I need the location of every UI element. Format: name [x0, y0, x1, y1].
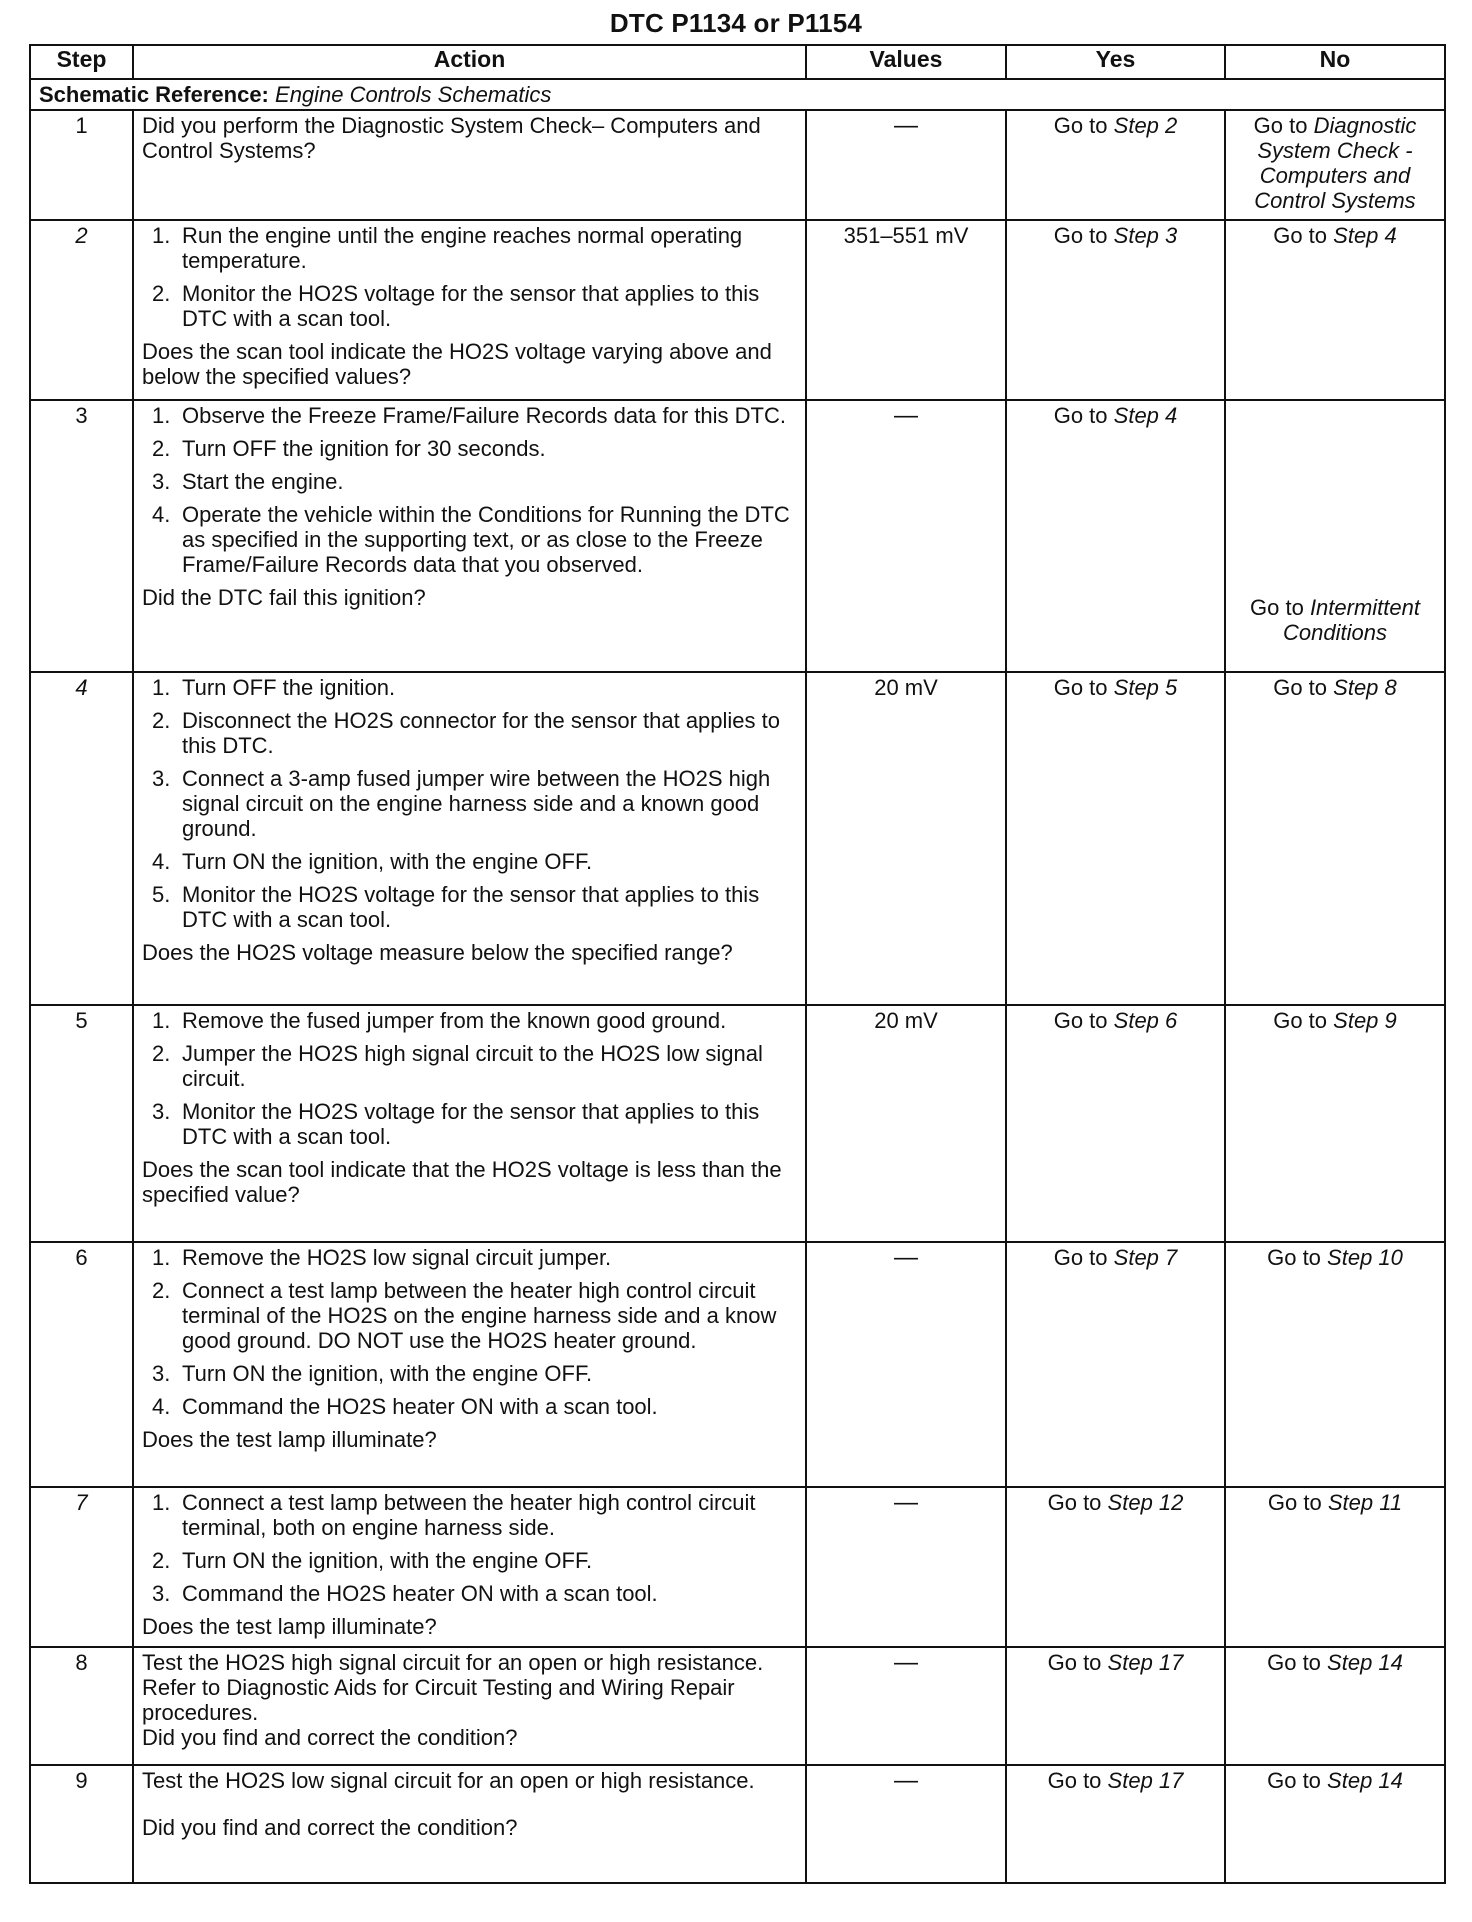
yes-target-link[interactable]: Step 17	[1107, 1650, 1184, 1675]
step-number: 3	[30, 400, 133, 672]
table-row	[30, 1487, 1445, 1647]
list-item-number: 3.	[152, 469, 171, 494]
no-target-link[interactable]: Step 8	[1333, 675, 1397, 700]
action-cell	[133, 110, 806, 220]
value-cell: —	[806, 1242, 1006, 1487]
list-item	[142, 675, 797, 700]
list-item-text: Remove the HO2S low signal circuit jumper.	[182, 1245, 612, 1270]
yes-cell[interactable]	[1006, 1242, 1225, 1487]
list-item-number: 1.	[152, 675, 171, 700]
list-item-number: 4.	[152, 502, 171, 527]
yes-cell[interactable]	[1006, 1765, 1225, 1883]
list-item-text: Operate the vehicle within the Conditions for Running the DTC as specified in the supporting text, or as close to the Freeze Frame/Failure Records data that you observed.	[182, 502, 790, 577]
no-prefix: Go to	[1267, 1768, 1321, 1793]
schematic-reference	[30, 79, 1445, 110]
list-item	[142, 1245, 797, 1270]
value-cell: 351–551 mV	[806, 220, 1006, 400]
no-cell[interactable]	[1225, 1242, 1445, 1487]
action-question: Does the test lamp illuminate?	[142, 1427, 437, 1452]
step-number: 8	[30, 1647, 133, 1765]
action-cell	[133, 1005, 806, 1242]
no-target-link[interactable]: Step 14	[1327, 1650, 1403, 1675]
yes-cell[interactable]	[1006, 1487, 1225, 1647]
list-item-number: 3.	[152, 1581, 171, 1606]
list-item-text: Connect a test lamp between the heater high control circuit terminal of the HO2S on the engine harness side and a know good ground. DO NOT use the HO2S heater ground.	[182, 1278, 777, 1353]
action-question: Does the HO2S voltage measure below the specified range?	[142, 940, 733, 965]
no-prefix: Go to	[1273, 675, 1328, 700]
no-prefix: Go to	[1273, 223, 1328, 248]
no-target-link[interactable]: Diagnostic System Check - Computers and Control Systems	[1254, 113, 1417, 213]
no-cell[interactable]	[1225, 400, 1445, 672]
action-intro: Test the HO2S low signal circuit for an open or high resistance.	[142, 1768, 755, 1793]
yes-cell[interactable]	[1006, 672, 1225, 1005]
list-item	[142, 1278, 797, 1353]
list-item-number: 1.	[152, 1245, 171, 1270]
list-item	[142, 1394, 797, 1419]
step-number: 9	[30, 1765, 133, 1883]
value-cell: —	[806, 400, 1006, 672]
list-item-number: 2.	[152, 436, 171, 461]
list-item	[142, 1008, 797, 1033]
action-steps	[142, 1008, 797, 1149]
list-item	[142, 281, 797, 331]
yes-cell[interactable]	[1006, 400, 1225, 672]
yes-cell[interactable]	[1006, 1647, 1225, 1765]
list-item-number: 1.	[152, 1008, 171, 1033]
page-title: DTC P1134 or P1154	[609, 8, 863, 38]
list-item-text: Monitor the HO2S voltage for the sensor that applies to this DTC with a scan tool.	[182, 882, 760, 932]
list-item	[142, 849, 797, 874]
list-item-text: Disconnect the HO2S connector for the sensor that applies to this DTC.	[182, 708, 780, 758]
list-item-text: Monitor the HO2S voltage for the sensor that applies to this DTC with a scan tool.	[182, 1099, 760, 1149]
no-cell[interactable]	[1225, 220, 1445, 400]
list-item	[142, 436, 797, 461]
no-target-link[interactable]: Step 11	[1327, 1490, 1403, 1515]
list-item-text: Connect a 3-amp fused jumper wire between the HO2S high signal circuit on the engine harness side and a known good ground.	[182, 766, 771, 841]
col-header-no: No	[1225, 45, 1445, 79]
value-cell: —	[806, 1765, 1006, 1883]
dtc-table	[29, 44, 1446, 1884]
table-row	[30, 1005, 1445, 1242]
no-cell[interactable]	[1225, 1647, 1445, 1765]
list-item	[142, 766, 797, 841]
yes-cell[interactable]	[1006, 1005, 1225, 1242]
schematic-reference-row	[30, 79, 1445, 110]
list-item-text: Observe the Freeze Frame/Failure Records data for this DTC.	[182, 403, 786, 428]
list-item-text: Remove the fused jumper from the known good ground.	[182, 1008, 727, 1033]
step-number: 4	[30, 672, 133, 1005]
list-item	[142, 1041, 797, 1091]
yes-target-link[interactable]: Step 5	[1113, 675, 1178, 700]
no-cell[interactable]	[1225, 672, 1445, 1005]
col-header-action: Action	[133, 45, 806, 79]
yes-prefix: Go to	[1047, 1650, 1102, 1675]
yes-prefix: Go to	[1053, 403, 1108, 428]
yes-cell[interactable]	[1006, 220, 1225, 400]
no-cell[interactable]	[1225, 1487, 1445, 1647]
yes-prefix: Go to	[1047, 1768, 1102, 1793]
action-question: Did you perform the Diagnostic System Check– Computers and Control Systems?	[142, 113, 761, 163]
col-header-values: Values	[806, 45, 1006, 79]
list-item-number: 2.	[152, 281, 171, 306]
list-item-text: Turn ON the ignition, with the engine OFF.	[182, 1361, 593, 1386]
list-item-text: Jumper the HO2S high signal circuit to the HO2S low signal circuit.	[182, 1041, 763, 1091]
schematic-link: Engine Controls Schematics	[275, 82, 552, 107]
yes-target-link[interactable]: Step 12	[1107, 1490, 1184, 1515]
no-target-link[interactable]: Step 9	[1333, 1008, 1397, 1033]
no-prefix: Go to	[1273, 1008, 1328, 1033]
yes-target-link[interactable]: Step 17	[1107, 1768, 1184, 1793]
col-header-step: Step	[30, 45, 133, 79]
list-item-number: 3.	[152, 766, 171, 791]
action-question: Did the DTC fail this ignition?	[142, 585, 426, 610]
list-item	[142, 1581, 797, 1606]
value-cell: 20 mV	[806, 1005, 1006, 1242]
list-item-number: 2.	[152, 1041, 171, 1066]
action-question: Did you find and correct the condition?	[142, 1725, 518, 1750]
list-item-text: Run the engine until the engine reaches normal operating temperature.	[182, 223, 743, 273]
list-item	[142, 469, 797, 494]
list-item-number: 2.	[152, 1548, 171, 1573]
list-item-number: 2.	[152, 708, 171, 733]
list-item-text: Turn OFF the ignition for 30 seconds.	[182, 436, 546, 461]
yes-prefix: Go to	[1047, 1490, 1102, 1515]
list-item-text: Command the HO2S heater ON with a scan tool.	[182, 1394, 658, 1419]
value-cell: —	[806, 110, 1006, 220]
schematic-label: Schematic Reference:	[39, 82, 269, 107]
table-row	[30, 400, 1445, 672]
no-cell[interactable]	[1225, 1765, 1445, 1883]
yes-target-link[interactable]: Step 7	[1113, 1245, 1178, 1270]
yes-prefix: Go to	[1053, 223, 1108, 248]
action-steps	[142, 223, 797, 331]
yes-prefix: Go to	[1053, 1245, 1108, 1270]
list-item-number: 2.	[152, 1278, 171, 1303]
action-cell	[133, 672, 806, 1005]
list-item-text: Monitor the HO2S voltage for the sensor that applies to this DTC with a scan tool.	[182, 281, 760, 331]
list-item	[142, 1490, 797, 1540]
no-prefix: Go to	[1250, 595, 1304, 620]
step-number: 6	[30, 1242, 133, 1487]
action-cell	[133, 400, 806, 672]
list-item-number: 4.	[152, 849, 171, 874]
list-item-number: 1.	[152, 403, 171, 428]
no-prefix: Go to	[1267, 1650, 1321, 1675]
value-cell: —	[806, 1647, 1006, 1765]
action-question: Does the scan tool indicate that the HO2S voltage is less than the specified value?	[142, 1157, 782, 1207]
list-item	[142, 708, 797, 758]
list-item-number: 5.	[152, 882, 171, 907]
action-question: Does the scan tool indicate the HO2S voltage varying above and below the specified values?	[142, 339, 772, 389]
table-row	[30, 1242, 1445, 1487]
action-steps	[142, 403, 797, 577]
list-item	[142, 223, 797, 273]
list-item-number: 1.	[152, 1490, 171, 1515]
step-number: 1	[30, 110, 133, 220]
list-item	[142, 1361, 797, 1386]
list-item-text: Turn OFF the ignition.	[182, 675, 396, 700]
list-item-number: 1.	[152, 223, 171, 248]
yes-prefix: Go to	[1053, 675, 1108, 700]
action-cell	[133, 220, 806, 400]
action-question: Did you find and correct the condition?	[142, 1815, 518, 1840]
action-question: Does the test lamp illuminate?	[142, 1614, 437, 1639]
step-number: 7	[30, 1487, 133, 1647]
table-row	[30, 672, 1445, 1005]
action-steps	[142, 1245, 797, 1419]
yes-target-link[interactable]: Step 2	[1113, 113, 1178, 138]
no-target-link[interactable]: Intermittent Conditions	[1283, 595, 1420, 645]
no-cell[interactable]	[1225, 1005, 1445, 1242]
no-target-link[interactable]: Step 14	[1327, 1768, 1403, 1793]
action-cell	[133, 1647, 806, 1765]
step-number: 2	[30, 220, 133, 400]
no-target-link[interactable]: Step 10	[1327, 1245, 1403, 1270]
yes-target-link[interactable]: Step 6	[1113, 1008, 1178, 1033]
yes-target-link[interactable]: Step 3	[1113, 223, 1178, 248]
table-row	[30, 1647, 1445, 1765]
no-prefix: Go to	[1267, 1245, 1321, 1270]
list-item-text: Start the engine.	[182, 469, 344, 494]
no-target-link[interactable]: Step 4	[1333, 223, 1397, 248]
yes-prefix: Go to	[1053, 113, 1108, 138]
list-item-number: 4.	[152, 1394, 171, 1419]
list-item	[142, 502, 797, 577]
header-row	[30, 45, 1445, 79]
list-item-text: Turn ON the ignition, with the engine OFF.	[182, 1548, 593, 1573]
yes-cell[interactable]	[1006, 110, 1225, 220]
action-cell	[133, 1242, 806, 1487]
action-steps	[142, 1490, 797, 1606]
list-item-text: Turn ON the ignition, with the engine OFF.	[182, 849, 593, 874]
list-item-text: Connect a test lamp between the heater high control circuit terminal, both on engine harness side.	[182, 1490, 756, 1540]
list-item	[142, 1548, 797, 1573]
yes-prefix: Go to	[1053, 1008, 1108, 1033]
list-item	[142, 882, 797, 932]
step-number: 5	[30, 1005, 133, 1242]
value-cell: —	[806, 1487, 1006, 1647]
list-item-text: Command the HO2S heater ON with a scan tool.	[182, 1581, 658, 1606]
list-item	[142, 403, 797, 428]
value-cell: 20 mV	[806, 672, 1006, 1005]
action-cell	[133, 1487, 806, 1647]
action-steps	[142, 675, 797, 932]
col-header-yes: Yes	[1006, 45, 1225, 79]
list-item-number: 3.	[152, 1099, 171, 1124]
list-item-number: 3.	[152, 1361, 171, 1386]
action-cell	[133, 1765, 806, 1883]
list-item	[142, 1099, 797, 1149]
action-intro: Test the HO2S high signal circuit for an open or high resistance. Refer to Diagnostic Aids for Circuit Testing and Wiring Repair procedures.	[142, 1650, 764, 1725]
table-row	[30, 1765, 1445, 1883]
no-prefix: Go to	[1253, 113, 1308, 138]
yes-target-link[interactable]: Step 4	[1113, 403, 1178, 428]
table-row	[30, 110, 1445, 220]
table-row	[30, 220, 1445, 400]
no-cell[interactable]	[1225, 110, 1445, 220]
no-prefix: Go to	[1267, 1490, 1322, 1515]
